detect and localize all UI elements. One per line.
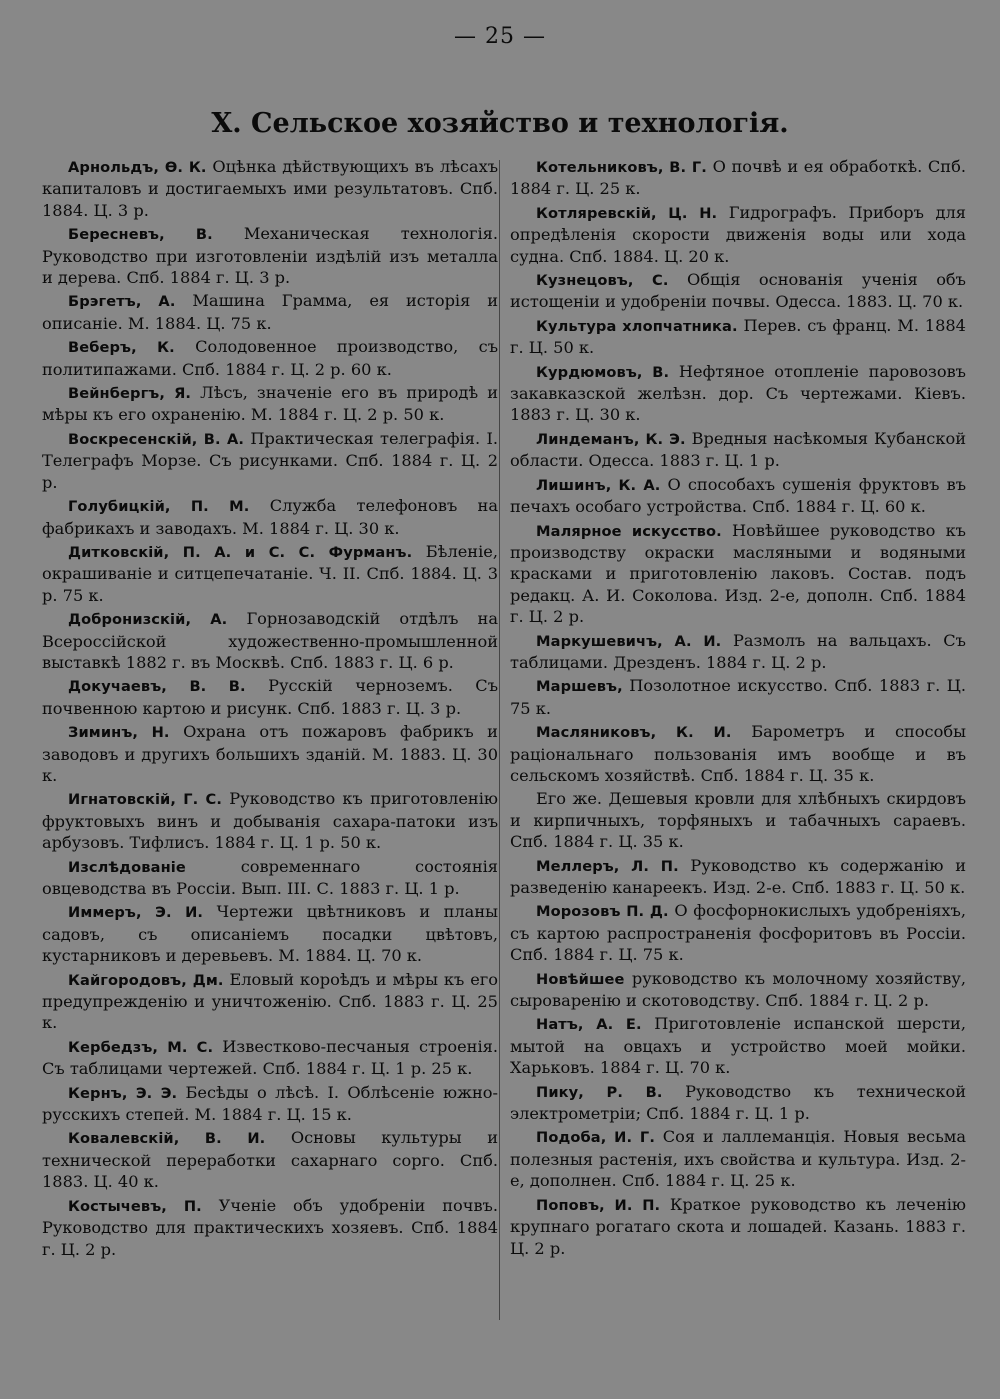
entry-text: Руководство къ технической электрометріи; Спб. 1884 г. Ц. 1 р. bbox=[510, 1081, 967, 1124]
right-column bbox=[510, 156, 966, 1261]
entry-text: Известково-песчаныя строенія. Съ таблицами чертежей. Спб. 1884 г. Ц. 1 р. 25 к. bbox=[42, 1036, 499, 1079]
entry-author: Натъ, А. Е. bbox=[536, 1016, 642, 1034]
page-number: — 25 — bbox=[454, 24, 546, 49]
bibliography-entry bbox=[510, 721, 966, 786]
bibliography-entry bbox=[510, 428, 966, 472]
entry-author: Маршевъ, bbox=[536, 678, 623, 696]
section-title: X. Сельское хозяйство и технологія. bbox=[211, 108, 789, 139]
bibliography-entry bbox=[42, 428, 498, 493]
entry-text: Солодовенное производство, съ политипажами. Спб. 1884 г. Ц. 2 р. 60 к. bbox=[42, 337, 498, 379]
entry-author: Кузнецовъ, С. bbox=[536, 272, 669, 290]
bibliography-entry bbox=[42, 541, 498, 606]
bibliography-entry bbox=[42, 1127, 498, 1192]
bibliography-entry bbox=[510, 520, 966, 628]
entry-text: Машина Грамма, ея исторія и описаніе. М. 1884. Ц. 75 к. bbox=[42, 291, 498, 333]
bibliography-entry bbox=[42, 156, 498, 221]
entry-author: Маркушевичъ, А. И. bbox=[536, 632, 722, 650]
entry-text: Служба телефоновъ на фабрикахъ и заводахъ. М. 1884 г. Ц. 30 к. bbox=[42, 496, 498, 538]
bibliography-entry bbox=[42, 675, 498, 719]
entry-author: Кайгородовъ, Дм. bbox=[68, 971, 224, 989]
entry-author: Курдюмовъ, В. bbox=[536, 363, 670, 381]
entry-author: Новѣйшее bbox=[536, 970, 625, 988]
entry-text: Практическая телеграфія. I. Телеграфъ Морзе. Съ рисунками. Спб. 1884 г. Ц. 2 р. bbox=[42, 428, 498, 492]
bibliography-entry bbox=[42, 721, 498, 786]
entry-text: Гидрографъ. Приборъ для опредѣленія скорости движенія воды или хода судна. Спб. 1884. Ц. 20 к. bbox=[510, 202, 966, 266]
entry-author: Поповъ, И. П. bbox=[536, 1196, 661, 1214]
entry-text: О способахъ сушенія фруктовъ въ печахъ особаго устройства. Спб. 1884 г. Ц. 60 к. bbox=[510, 474, 966, 517]
entry-author: Воскресенскій, В. А. bbox=[68, 430, 245, 448]
entry-author: Кернъ, Э. Э. bbox=[68, 1084, 178, 1102]
bibliography-entry bbox=[42, 608, 498, 673]
entry-text: Его же. Дешевыя кровли для хлѣбныхъ скирдовъ и кирпичныхъ, торфяныхъ и табачныхъ сараевъ. Спб. 1884 г. Ц. 35 к. bbox=[510, 789, 966, 852]
entry-author: Игнатовскій, Г. С. bbox=[68, 791, 223, 809]
entry-text: Чертежи цвѣтниковъ и планы садовъ, съ описаніемъ посадки цвѣтовъ, кустарниковъ и деревьевъ. М. 1884. Ц. 70 к. bbox=[42, 902, 499, 966]
bibliography-entry bbox=[510, 675, 966, 719]
bibliography-entry bbox=[42, 382, 498, 426]
entry-text: Позолотное искусство. Спб. 1883 г. Ц. 75 к. bbox=[510, 676, 966, 718]
entry-author: Веберъ, К. bbox=[68, 339, 175, 357]
entry-author: Зиминъ, Н. bbox=[68, 724, 170, 742]
entry-text: современнаго состоянія овцеводства въ Россіи. Вып. III. С. 1883 г. Ц. 1 р. bbox=[42, 856, 498, 898]
entry-text: Общія основанія ученія объ истощеніи и удобреніи почвы. Одесса. 1883. Ц. 70 к. bbox=[510, 270, 966, 312]
bibliography-entry bbox=[510, 968, 966, 1012]
entry-text: Бесѣды о лѣсѣ. I. Облѣсеніе южно-русскихъ степей. М. 1884 г. Ц. 15 к. bbox=[42, 1082, 498, 1125]
entry-author: Линдеманъ, К. Э. bbox=[536, 430, 686, 448]
entry-author: Котельниковъ, В. Г. bbox=[536, 159, 707, 176]
bibliography-entry bbox=[510, 202, 966, 267]
entry-author: Лишинъ, К. А. bbox=[536, 476, 661, 494]
entry-author: Малярное искусство. bbox=[536, 522, 722, 540]
entry-author: Добронизскій, А. bbox=[68, 611, 228, 629]
entry-author: Кербедзъ, М. С. bbox=[68, 1038, 214, 1056]
entry-author: Ковалевскій, В. И. bbox=[68, 1130, 266, 1148]
entry-author: Меллеръ, Л. П. bbox=[536, 857, 679, 875]
entry-text: руководство къ молочному хозяйству, сыроваренію и скотоводству. Спб. 1884 г. Ц. 2 р. bbox=[510, 968, 966, 1011]
bibliography-entry bbox=[42, 223, 498, 288]
entry-text: О почвѣ и ея обработкѣ. Спб. 1884 г. Ц. 25 к. bbox=[510, 157, 966, 199]
bibliography-entry bbox=[42, 495, 498, 539]
entry-text: Руководство къ приготовленію фруктовыхъ винъ и добыванія сахара-патоки изъ арбузовъ. Тифлисъ. 1884 г. Ц. 1 р. 50 к. bbox=[42, 789, 498, 853]
entry-author: Вейнбергъ, Я. bbox=[68, 385, 192, 403]
bibliography-entry bbox=[42, 290, 498, 334]
bibliography-entry bbox=[510, 900, 966, 965]
bibliography-entry bbox=[510, 315, 966, 359]
bibliography-entry bbox=[510, 269, 966, 313]
entry-text: Русскій черноземъ. Съ почвенною картою и рисунк. Спб. 1883 г. Ц. 3 р. bbox=[42, 676, 498, 718]
entry-text: Вредныя насѣкомыя Кубанской области. Одесса. 1883 г. Ц. 1 р. bbox=[510, 428, 966, 471]
entry-text: Перев. съ франц. М. 1884 г. Ц. 50 к. bbox=[510, 315, 966, 358]
entry-text: Механическая технологія. Руководство при изготовленіи издѣлій изъ металла и дерева. Спб. 1884 г. Ц. 3 р. bbox=[42, 224, 498, 288]
bibliography-entry bbox=[42, 1195, 498, 1260]
bibliography-entry bbox=[510, 1013, 966, 1078]
bibliography-entry bbox=[510, 474, 966, 518]
entry-author: Изслѣдованіе bbox=[68, 858, 186, 876]
entry-author: Голубицкій, П. М. bbox=[68, 498, 250, 516]
entry-text: Краткое руководство къ леченію крупнаго рогатаго скота и лошадей. Казань. 1883 г. Ц. 2 р. bbox=[510, 1194, 966, 1258]
entry-text: Соя и лаллеманція. Новыя весьма полезныя растенія, ихъ свойства и культура. Изд. 2-е, дополнен. Спб. 1884 г. Ц. 25 к. bbox=[510, 1127, 966, 1191]
entry-text: О фосфорнокислыхъ удобреніяхъ, съ картою распространенія фосфоритовъ въ Россіи. Спб. 1884 г. Ц. 75 к. bbox=[510, 901, 967, 965]
entry-text: Размолъ на вальцахъ. Съ таблицами. Дрезденъ. 1884 г. Ц. 2 р. bbox=[510, 630, 966, 672]
entry-text: Охрана отъ пожаровъ фабрикъ и заводовъ и другихъ большихъ зданій. М. 1883. Ц. 30 к. bbox=[42, 722, 498, 785]
entry-author: Костычевъ, П. bbox=[68, 1197, 202, 1215]
bibliography-entry bbox=[42, 1036, 498, 1080]
bibliography-entry bbox=[510, 788, 966, 852]
entry-text: Лѣсъ, значеніе его въ природѣ и мѣры къ его охраненію. М. 1884 г. Ц. 2 р. 50 к. bbox=[42, 383, 498, 425]
bibliography-entry bbox=[42, 336, 498, 380]
bibliography-entry bbox=[510, 156, 966, 200]
bibliography-entry bbox=[510, 1194, 966, 1259]
bibliography-entry bbox=[510, 1126, 966, 1191]
entry-author: Докучаевъ, В. В. bbox=[68, 678, 246, 696]
entry-author: Брэгетъ, А. bbox=[68, 293, 176, 311]
bibliography-entry bbox=[42, 856, 498, 900]
bibliography-entry bbox=[510, 630, 966, 674]
entry-text: Нефтяное отопленіе паровозовъ закавказской желѣзн. дор. Съ чертежами. Кіевъ. 1883 г. Ц. 30 к. bbox=[510, 361, 966, 425]
entry-text: Приготовленіе испанской шерсти, мытой на овцахъ и устройство моей мойки. Харьковъ. 1884 г. Ц. 70 к. bbox=[510, 1014, 966, 1078]
entry-author: Бересневъ, В. bbox=[68, 226, 213, 244]
bibliography-entry bbox=[42, 1082, 498, 1126]
entry-author: Подоба, И. Г. bbox=[536, 1129, 655, 1147]
entry-author: Морозовъ П. Д. bbox=[536, 903, 669, 921]
left-column bbox=[42, 156, 498, 1262]
column-divider bbox=[499, 160, 500, 1320]
bibliography-entry bbox=[42, 901, 498, 966]
entry-text: Горнозаводскій отдѣлъ на Всероссійской художественно-промышленной выставкѣ 1882 г. въ Москвѣ. Спб. 1883 г. Ц. 6 р. bbox=[42, 609, 498, 672]
entry-author: Пику, Р. В. bbox=[536, 1083, 663, 1101]
entry-text: Барометръ и способы раціональнаго пользованія имъ вообще и въ сельскомъ хозяйствѣ. Спб. 1884 г. Ц. 35 к. bbox=[510, 722, 966, 785]
entry-author: Масляниковъ, К. И. bbox=[536, 724, 732, 742]
bibliography-entry bbox=[42, 788, 498, 853]
entry-text: Бѣленіе, окрашиваніе и ситцепечатаніе. Ч. II. Спб. 1884. Ц. 3 р. 75 к. bbox=[42, 541, 498, 605]
bibliography-entry bbox=[510, 855, 966, 899]
bibliography-entry bbox=[510, 1081, 966, 1125]
entry-text: Ученіе объ удобреніи почвъ. Руководство для практическихъ хозяевъ. Спб. 1884 г. Ц. 2 р. bbox=[42, 1195, 498, 1259]
entry-text: Руководство къ содержанію и разведенію канареекъ. Изд. 2-е. Спб. 1883 г. Ц. 50 к. bbox=[510, 855, 966, 897]
entry-author: Котляревскій, Ц. Н. bbox=[536, 204, 718, 222]
entry-text: Еловый короѣдъ и мѣры къ его предупрежденію и уничтоженію. Спб. 1883 г. Ц. 25 к. bbox=[42, 969, 498, 1033]
bibliography-entry bbox=[510, 361, 966, 426]
entry-text: Оцѣнка дѣйствующихъ въ лѣсахъ капиталовъ и достигаемыхъ ими результатовъ. Спб. 1884. Ц. 3 р. bbox=[42, 157, 499, 220]
entry-author: Культура хлопчатника. bbox=[536, 317, 738, 335]
entry-text: Новѣйшее руководство къ производству окраски масляными и водяными красками и приготовленію лаковъ. Состав. подъ редакц. А. И. Соколова. Изд. 2-е, дополн. Спб. 1884 г. Ц. 2 р. bbox=[510, 520, 966, 627]
entry-author: Дитковскій, П. А. и С. С. Фурманъ. bbox=[68, 543, 413, 561]
bibliography-entry bbox=[42, 969, 498, 1034]
entry-author: Арнольдъ, Ѳ. К. bbox=[68, 159, 207, 176]
entry-author: Иммеръ, Э. И. bbox=[68, 904, 204, 922]
entry-text: Основы культуры и технической переработки сахарнаго сорго. Спб. 1883. Ц. 40 к. bbox=[42, 1128, 498, 1192]
